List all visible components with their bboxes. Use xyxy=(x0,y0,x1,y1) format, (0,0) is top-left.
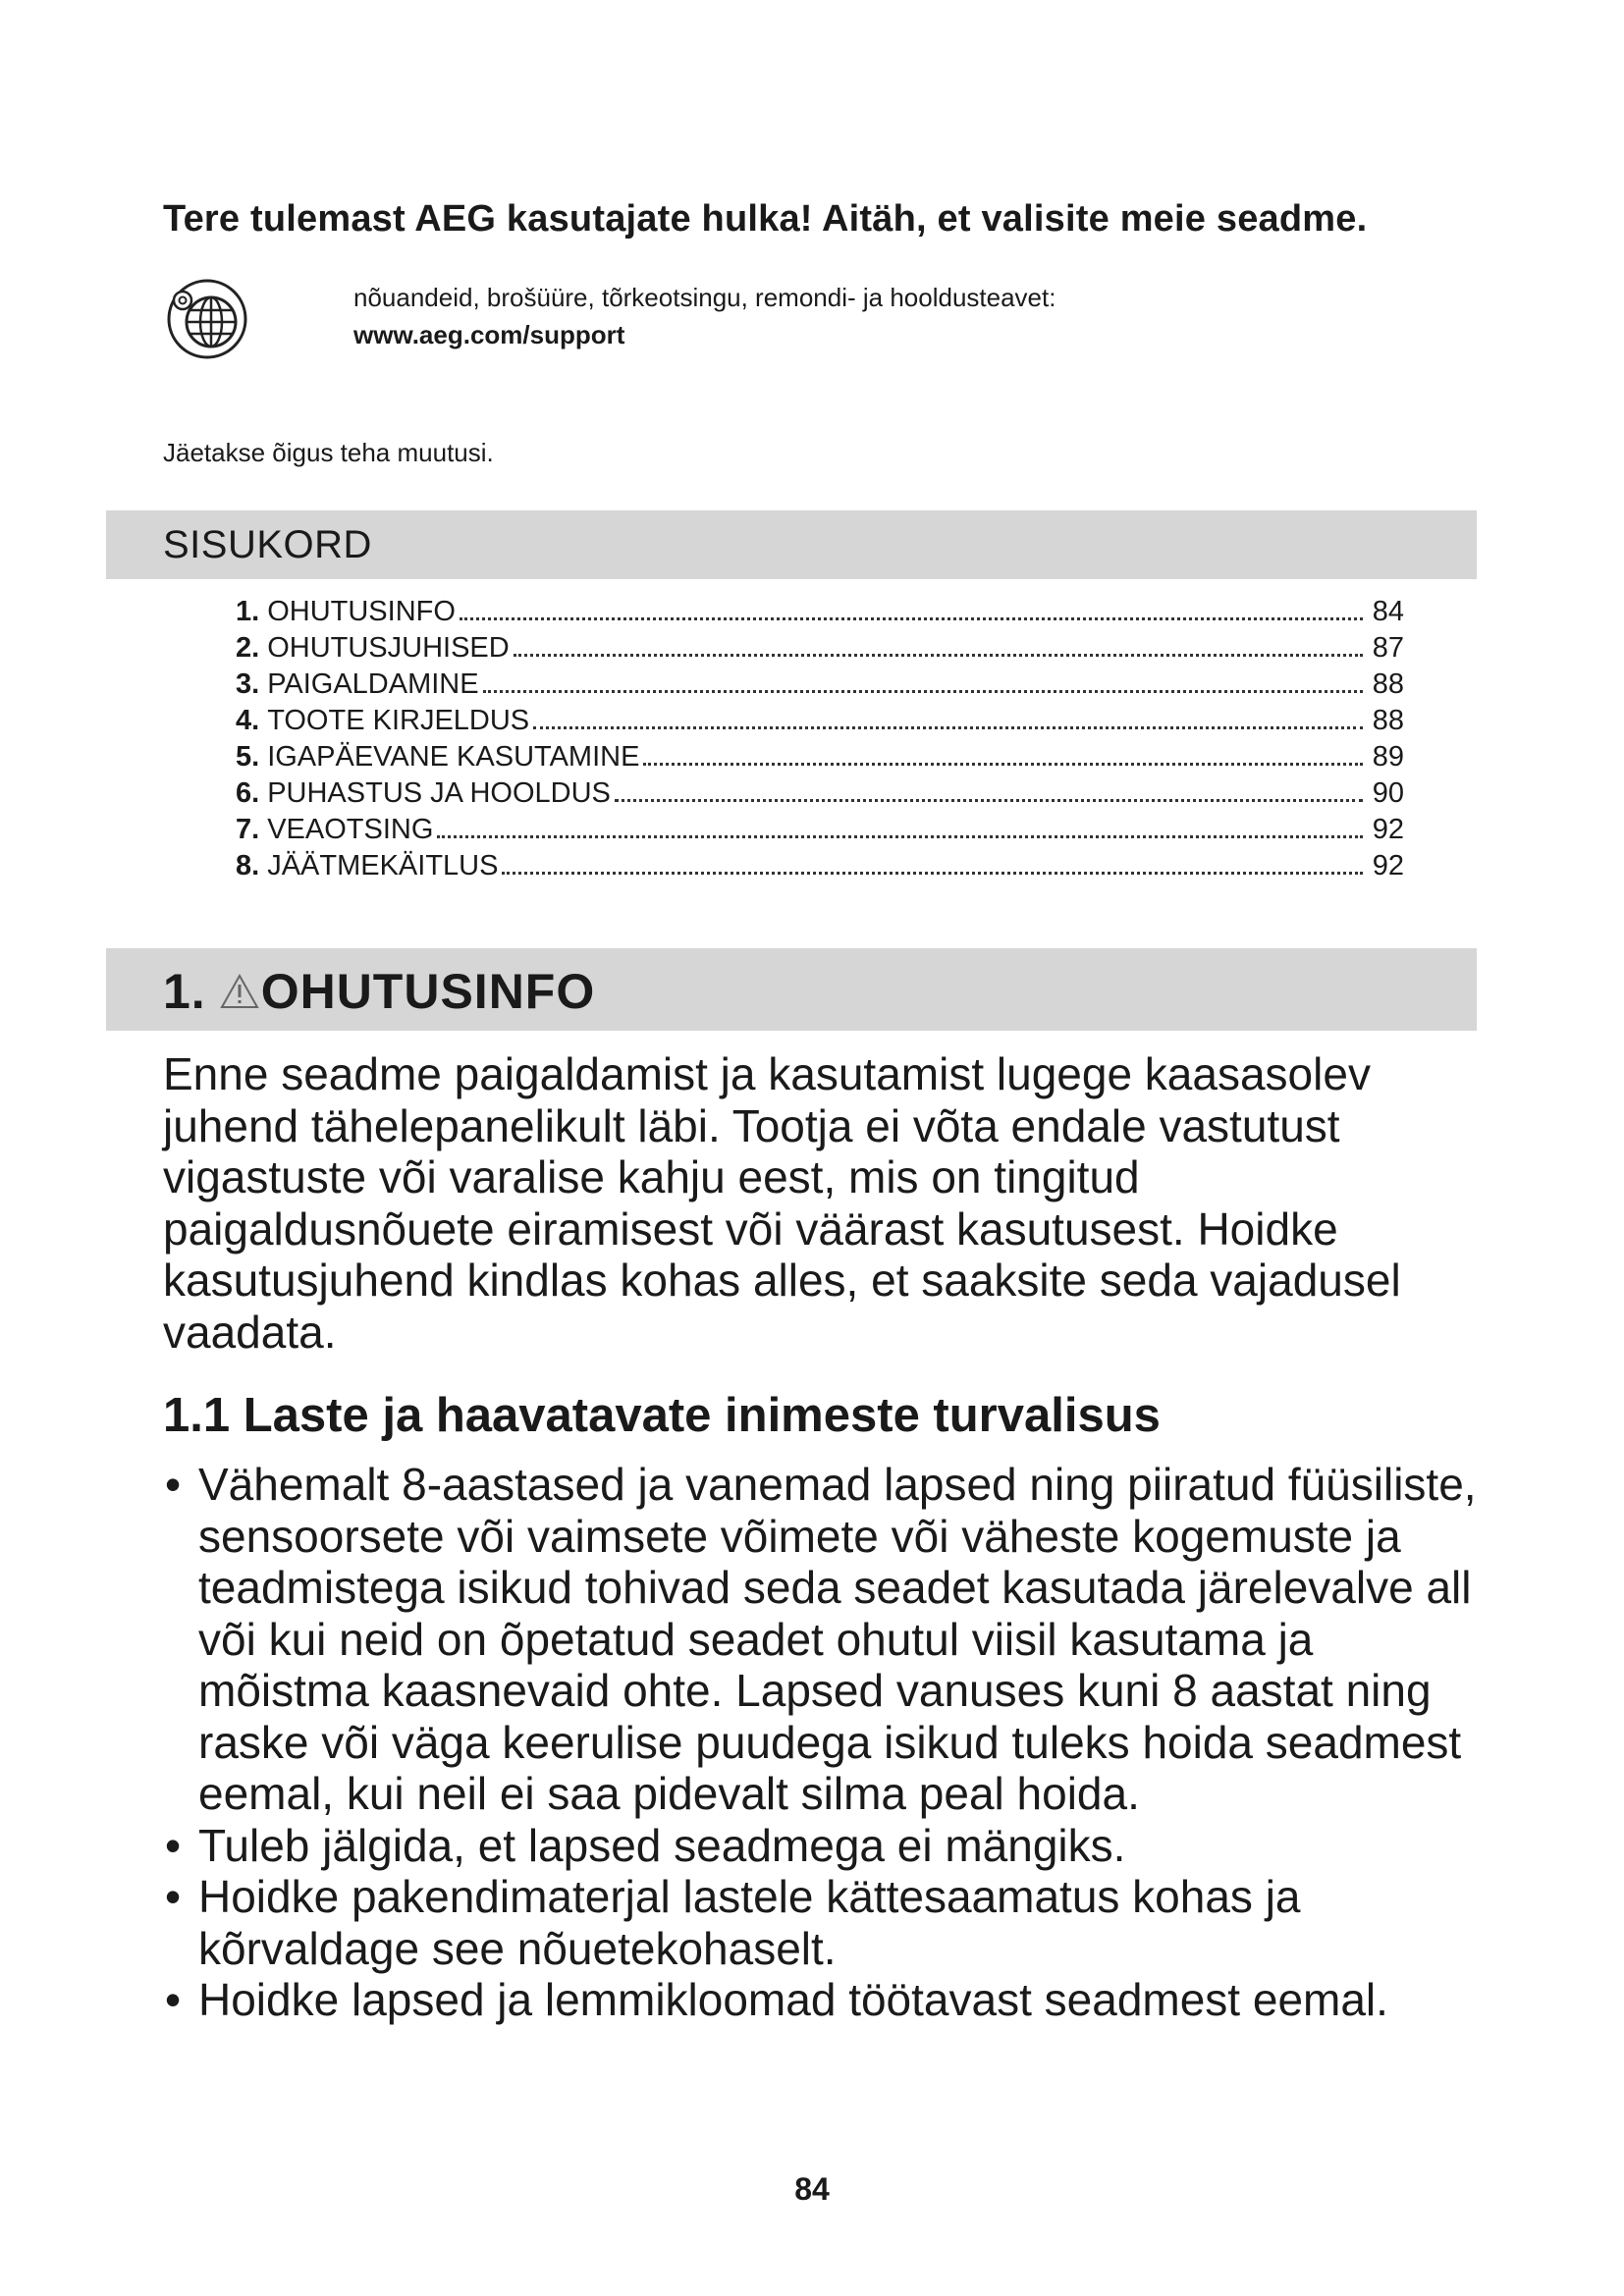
bullet-item xyxy=(163,1820,1483,1872)
toc-entry[interactable] xyxy=(236,594,1404,630)
toc-entry-number: 2. xyxy=(236,632,260,664)
toc-entry-number: 5. xyxy=(236,741,260,773)
toc-entry-page: 89 xyxy=(1372,741,1404,773)
bullet-item xyxy=(163,1871,1483,1974)
toc-entry-label: TOOTE KIRJELDUS xyxy=(267,705,530,736)
support-text: nõuandeid, brošüüre, tõrkeotsingu, remondi- ja hooldusteavet: xyxy=(353,283,1056,312)
toc-leader-dots xyxy=(437,835,1363,838)
toc-leader-dots xyxy=(460,617,1363,620)
toc-leader-dots xyxy=(502,872,1363,875)
bullet-text: Hoidke pakendimaterjal lastele kättesaamatus kohas ja kõrvaldage see nõuetekohaselt. xyxy=(198,1871,1301,1974)
table-of-contents xyxy=(236,594,1404,884)
toc-entry-label: PAIGALDAMINE xyxy=(267,668,479,700)
toc-entry-label: PUHASTUS JA HOOLDUS xyxy=(267,777,611,809)
toc-leader-dots xyxy=(514,654,1363,657)
toc-entry-number: 8. xyxy=(236,850,260,881)
toc-entry-label: IGAPÄEVANE KASUTAMINE xyxy=(267,741,640,773)
rights-note: Jäetakse õigus teha muutusi. xyxy=(163,438,494,467)
subsection-title: 1.1 Laste ja haavatavate inimeste turvalisus xyxy=(163,1389,1161,1442)
bullet-dot-icon: • xyxy=(165,1974,182,2025)
toc-leader-dots xyxy=(615,799,1363,802)
toc-entry-page: 92 xyxy=(1372,850,1404,881)
safety-bullet-list xyxy=(163,1459,1483,2026)
toc-entry-number: 1. xyxy=(236,596,260,627)
toc-entry[interactable] xyxy=(236,667,1404,703)
warning-icon xyxy=(220,974,259,1009)
intro-paragraph: Enne seadme paigaldamist ja kasutamist lugege kaasasolev juhend tähelepanelikult läbi. Tootja ei võta endale vastutust vigastuste või varalise kahju eest, mis on tingitud paigaldusnõuete eiramisest või väärast kasutusest. Hoidke kasutusjuhend kindlas kohas alles, et saaksite seda vajadusel vaadata. xyxy=(163,1048,1401,1358)
support-info xyxy=(353,279,1056,353)
toc-entry-number: 3. xyxy=(236,668,260,700)
bullet-dot-icon: • xyxy=(165,1819,182,1871)
toc-entry-page: 88 xyxy=(1372,668,1404,700)
toc-entry-number: 7. xyxy=(236,814,260,845)
bullet-item xyxy=(163,1974,1483,2026)
toc-entry-page: 88 xyxy=(1372,705,1404,736)
globe-icon xyxy=(165,277,249,361)
bullet-text: Vähemalt 8-aastased ja vanemad lapsed ning piiratud füüsiliste, sensoorsete või vaimsete võimete või väheste kogemuste ja teadmistega isikud tohivad seda seadet kasutada järelevalve all või kui neid on õpetatud seadet ohutul viisil kasutama ja mõistma kaasnevaid ohte. Lapsed vanuses kuni 8 aastat ning raske või väga keerulise puudega isikud tuleks hoida seadmest eemal, kui neil ei saa pidevalt silma peal hoida. xyxy=(198,1459,1477,1819)
section-number: 1. xyxy=(163,964,206,1019)
toc-entry-label: OHUTUSINFO xyxy=(267,596,456,627)
toc-entry[interactable] xyxy=(236,812,1404,848)
toc-entry[interactable] xyxy=(236,739,1404,775)
section-title xyxy=(163,965,595,1018)
toc-leader-dots xyxy=(533,726,1363,729)
bullet-item xyxy=(163,1459,1483,1820)
toc-entry-label: JÄÄTMEKÄITLUS xyxy=(267,850,499,881)
toc-entry-label: VEAOTSING xyxy=(267,814,434,845)
toc-header-band xyxy=(106,510,1477,579)
section-header-band xyxy=(106,948,1477,1031)
bullet-dot-icon: • xyxy=(165,1459,182,1510)
welcome-title: Tere tulemast AEG kasutajate hulka! Aitäh, et valisite meie seadme. xyxy=(163,198,1368,240)
toc-entry-label: OHUTUSJUHISED xyxy=(267,632,510,664)
toc-entry[interactable] xyxy=(236,630,1404,667)
support-link[interactable]: www.aeg.com/support xyxy=(353,320,625,349)
toc-entry[interactable] xyxy=(236,775,1404,812)
page-number: 84 xyxy=(794,2171,830,2207)
toc-entry[interactable] xyxy=(236,848,1404,884)
toc-entry-number: 6. xyxy=(236,777,260,809)
bullet-text: Tuleb jälgida, et lapsed seadmega ei mängiks. xyxy=(198,1819,1126,1871)
toc-entry[interactable] xyxy=(236,703,1404,739)
section-label: OHUTUSINFO xyxy=(260,964,596,1019)
toc-leader-dots xyxy=(643,763,1363,766)
toc-entry-page: 84 xyxy=(1372,596,1404,627)
toc-entry-page: 87 xyxy=(1372,632,1404,664)
toc-entry-number: 4. xyxy=(236,705,260,736)
bullet-text: Hoidke lapsed ja lemmikloomad töötavast seadmest eemal. xyxy=(198,1974,1388,2025)
toc-entry-page: 92 xyxy=(1372,814,1404,845)
toc-title: SISUKORD xyxy=(163,523,372,566)
toc-leader-dots xyxy=(483,690,1363,693)
bullet-dot-icon: • xyxy=(165,1871,182,1922)
toc-entry-page: 90 xyxy=(1372,777,1404,809)
